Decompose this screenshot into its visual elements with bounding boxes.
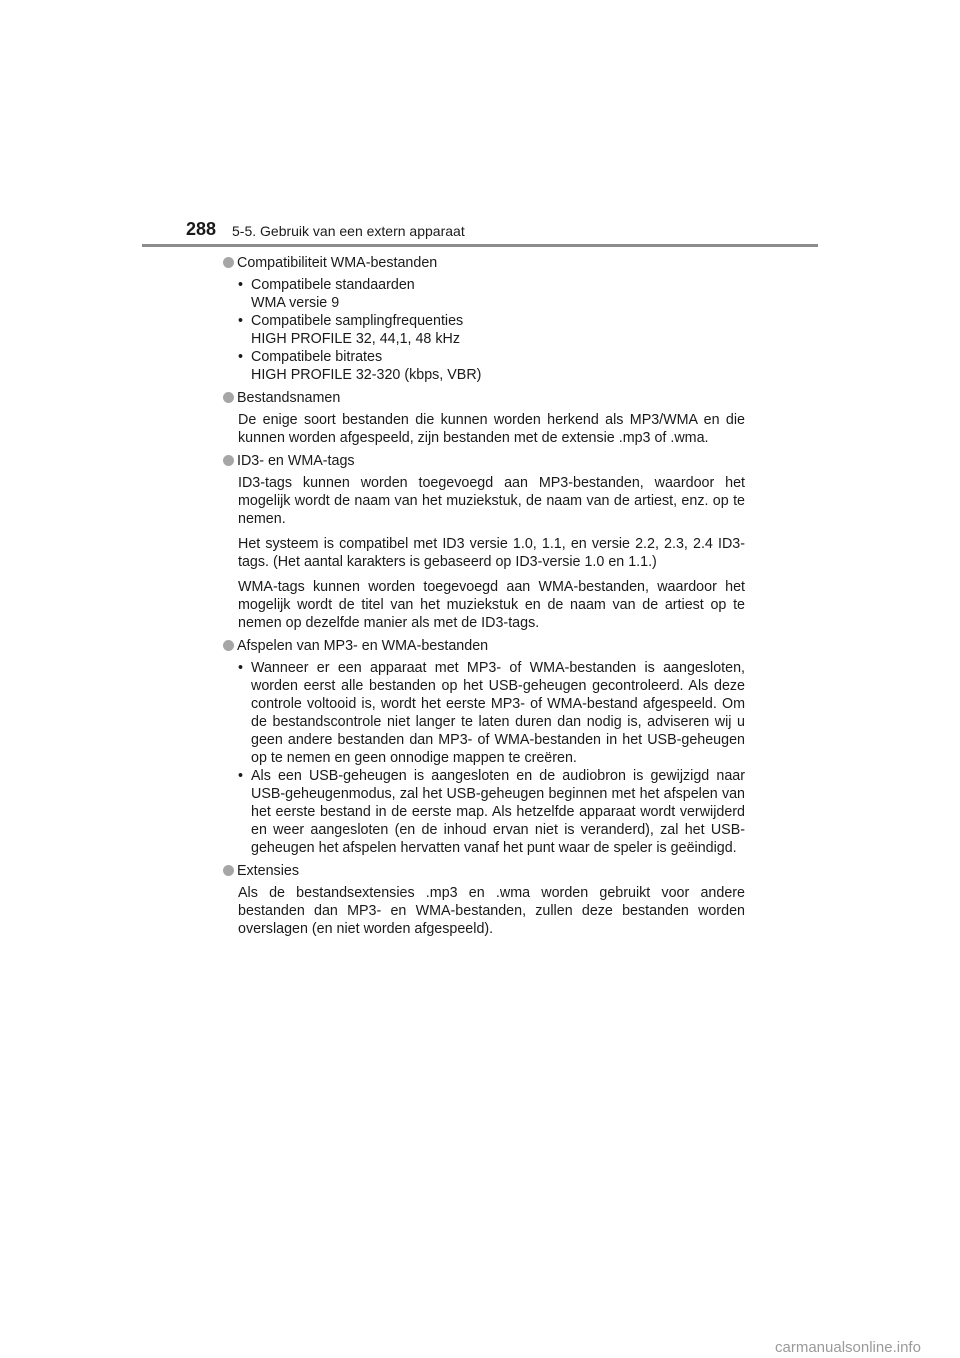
section-heading: Bestandsnamen	[237, 390, 341, 406]
section-heading: Afspelen van MP3- en WMA-bestanden	[237, 638, 489, 654]
section-file-names	[223, 389, 745, 447]
spec-label: • Compatibele bitrates	[251, 349, 383, 365]
spec-list	[238, 276, 745, 384]
paragraph: WMA-tags kunnen worden toegevoegd aan WMA-bestanden, waardoor het mogelijk wordt de titel van het muziekstuk en de naam van de artiest op te nemen op dezelfde manier als met de ID3-tags.	[238, 579, 745, 631]
paragraph: ID3-tags kunnen worden toegevoegd aan MP3-bestanden, waardoor het mogelijk wordt de naam van het muziekstuk, de naam van de artiest, enz. op te nemen.	[238, 475, 745, 527]
spec-value: HIGH PROFILE 32, 44,1, 48 kHz	[251, 331, 460, 347]
section-heading: Compatibiliteit WMA-bestanden	[237, 255, 438, 271]
section-id3-wma-tags	[223, 452, 745, 632]
list-item: • Als een USB-geheugen is aangesloten en de audiobron is gewijzigd naar USB-geheugenmodus, zal het USB-geheugen beginnen met het afspelen van het eerste bestand in de eerste map. Als hetzelfde apparaat wordt verwijderd en weer aangesloten (en de inhoud ervan niet is veranderd), zal het USB-geheugen het afspelen hervatten vanaf het punt waar de speler is geëindigd.	[238, 767, 745, 857]
bullet-dot-icon	[223, 392, 234, 403]
playback-list	[238, 659, 745, 857]
spec-value: HIGH PROFILE 32-320 (kbps, VBR)	[251, 367, 482, 383]
page-number: 288	[186, 219, 217, 239]
paragraph: Als de bestandsextensies .mp3 en .wma worden gebruikt voor andere bestanden dan MP3- en WMA-bestanden, zullen deze bestanden worden overslagen (en niet worden afgespeeld).	[238, 885, 745, 937]
bullet-dot-icon	[223, 455, 234, 466]
list-item	[238, 312, 745, 348]
section-heading: ID3- en WMA-tags	[237, 453, 355, 469]
list-item	[238, 348, 745, 384]
bullet-dot-icon	[223, 640, 234, 651]
section-heading-row	[223, 862, 745, 880]
section-heading-row	[223, 254, 745, 272]
spec-value: WMA versie 9	[251, 295, 340, 311]
section-extensions	[223, 862, 745, 938]
section-wma-compatibility	[223, 254, 745, 384]
paragraph: Het systeem is compatibel met ID3 versie 1.0, 1.1, en versie 2.2, 2.3, 2.4 ID3-tags. (Het aantal karakters is gebaseerd op ID3-versie 1.0 en 1.1.)	[238, 536, 745, 570]
watermark: carmanualsonline.info	[775, 1339, 921, 1356]
section-heading-row	[223, 452, 745, 470]
section-playback	[223, 637, 745, 857]
section-heading-row	[223, 637, 745, 655]
header-divider	[142, 244, 818, 247]
list-item: • Wanneer er een apparaat met MP3- of WMA-bestanden is aangesloten, worden eerst alle bestanden op het USB-geheugen gecontroleerd. Als deze controle voltooid is, wordt het eerste MP3- of WMA-bestand afgespeeld. Om de bestandscontrole niet langer te laten duren dan nodig is, adviseren wij u geen andere bestanden dan MP3- of WMA-bestanden in het USB-geheugen op te nemen en geen onnodige mappen te creëren.	[238, 659, 745, 767]
bullet-dot-icon	[223, 865, 234, 876]
spec-label: • Compatibele samplingfrequenties	[251, 313, 464, 329]
section-heading: Extensies	[237, 863, 299, 879]
page-content	[223, 254, 745, 943]
bullet-dot-icon	[223, 257, 234, 268]
section-title: 5-5. Gebruik van een extern apparaat	[232, 223, 465, 239]
list-item	[238, 276, 745, 312]
paragraph: De enige soort bestanden die kunnen worden herkend als MP3/WMA en die kunnen worden afgespeeld, zijn bestanden met de extensie .mp3 of .wma.	[238, 412, 745, 446]
section-heading-row	[223, 389, 745, 407]
spec-label: • Compatibele standaarden	[251, 277, 415, 293]
